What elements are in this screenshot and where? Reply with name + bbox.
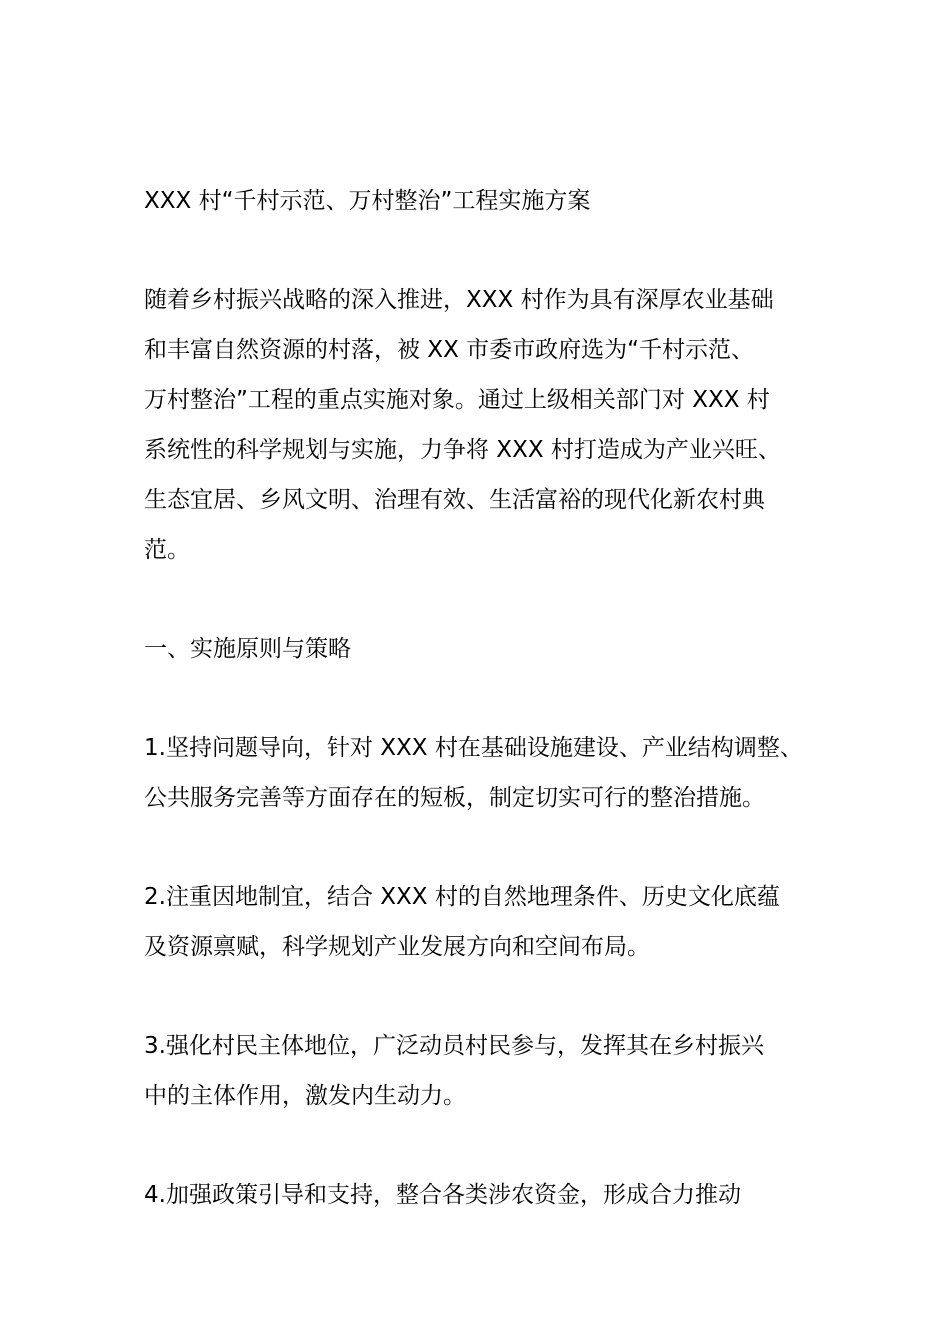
item-line: 3.强化村民主体地位，广泛动员村民参与，发挥其在乡村振兴 <box>144 1033 764 1059</box>
item-line: 及资源禀赋，科学规划产业发展方向和空间布局。 <box>144 934 650 960</box>
document-body <box>144 176 816 1269</box>
principle-item-3 <box>144 1021 816 1121</box>
section-heading-block <box>144 624 816 674</box>
intro-paragraph <box>144 275 816 575</box>
intro-line: 万村整治”工程的重点实施对象。通过上级相关部门对 XXX 村 <box>144 387 770 413</box>
item-line: 4.加强政策引导和支持，整合各类涉农资金，形成合力推动 <box>144 1182 741 1208</box>
intro-line: 范。 <box>144 537 190 563</box>
item-line: 公共服务完善等方面存在的短板，制定切实可行的整治措施。 <box>144 785 765 811</box>
section-heading: 一、实施原则与策略 <box>144 636 351 662</box>
intro-line: 生态宜居、乡风文明、治理有效、生活富裕的现代化新农村典 <box>144 487 765 513</box>
document-title: XXX 村“千村示范、万村整治”工程实施方案 <box>144 188 591 214</box>
intro-line: 随着乡村振兴战略的深入推进，XXX 村作为具有深厚农业基础 <box>144 287 774 313</box>
principle-item-1 <box>144 723 816 823</box>
item-line: 2.注重因地制宜，结合 XXX 村的自然地理条件、历史文化底蕴 <box>144 884 780 910</box>
item-line: 中的主体作用，激发内生动力。 <box>144 1083 466 1109</box>
item-line: 1.坚持问题导向，针对 XXX 村在基础设施建设、产业结构调整、 <box>144 735 803 761</box>
document-title-block <box>144 176 816 226</box>
intro-line: 和丰富自然资源的村落，被 XX 市委市政府选为“千村示范、 <box>144 337 755 363</box>
principle-item-2 <box>144 872 816 972</box>
principle-item-4 <box>144 1170 816 1220</box>
intro-line: 系统性的科学规划与实施，力争将 XXX 村打造成为产业兴旺、 <box>144 437 781 463</box>
